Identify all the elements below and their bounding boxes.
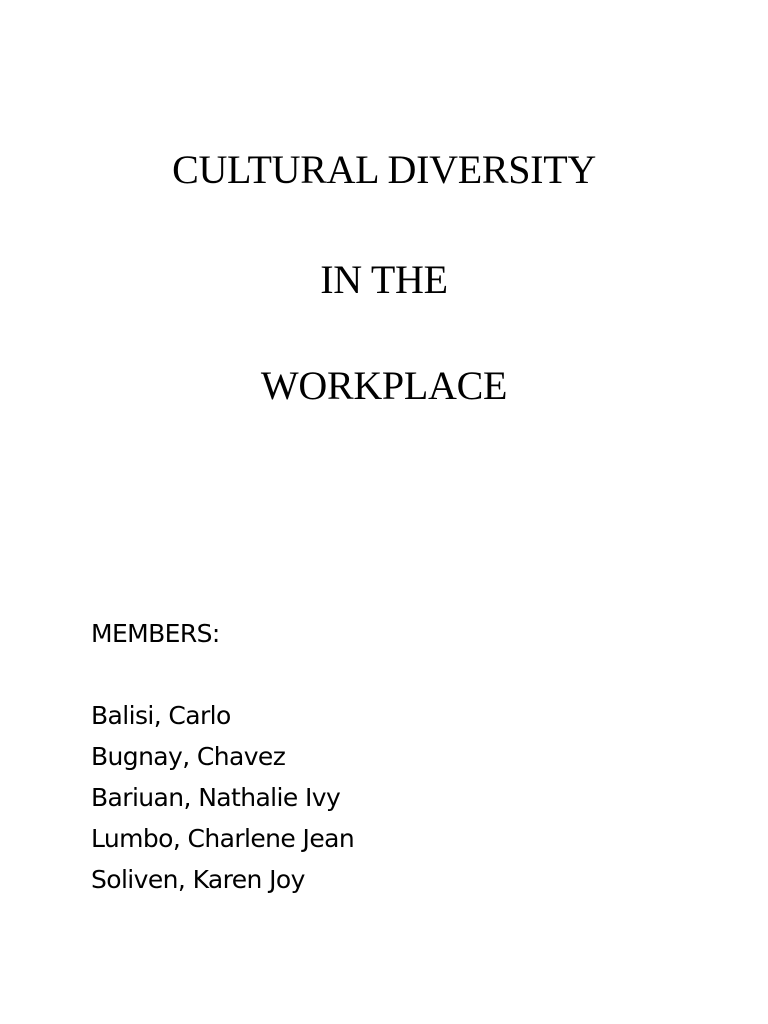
member-name: Soliven, Karen Joy (91, 865, 305, 894)
member-name: Balisi, Carlo (91, 701, 231, 730)
members-label: MEMBERS: (91, 619, 220, 648)
member-name: Lumbo, Charlene Jean (91, 824, 355, 853)
title-line-1: CULTURAL DIVERSITY (172, 147, 596, 192)
member-name: Bugnay, Chavez (91, 742, 286, 771)
member-name: Bariuan, Nathalie Ivy (91, 783, 341, 812)
title-line-3: WORKPLACE (260, 363, 508, 408)
title-line-2: IN THE (320, 257, 448, 302)
member-list (91, 695, 354, 900)
